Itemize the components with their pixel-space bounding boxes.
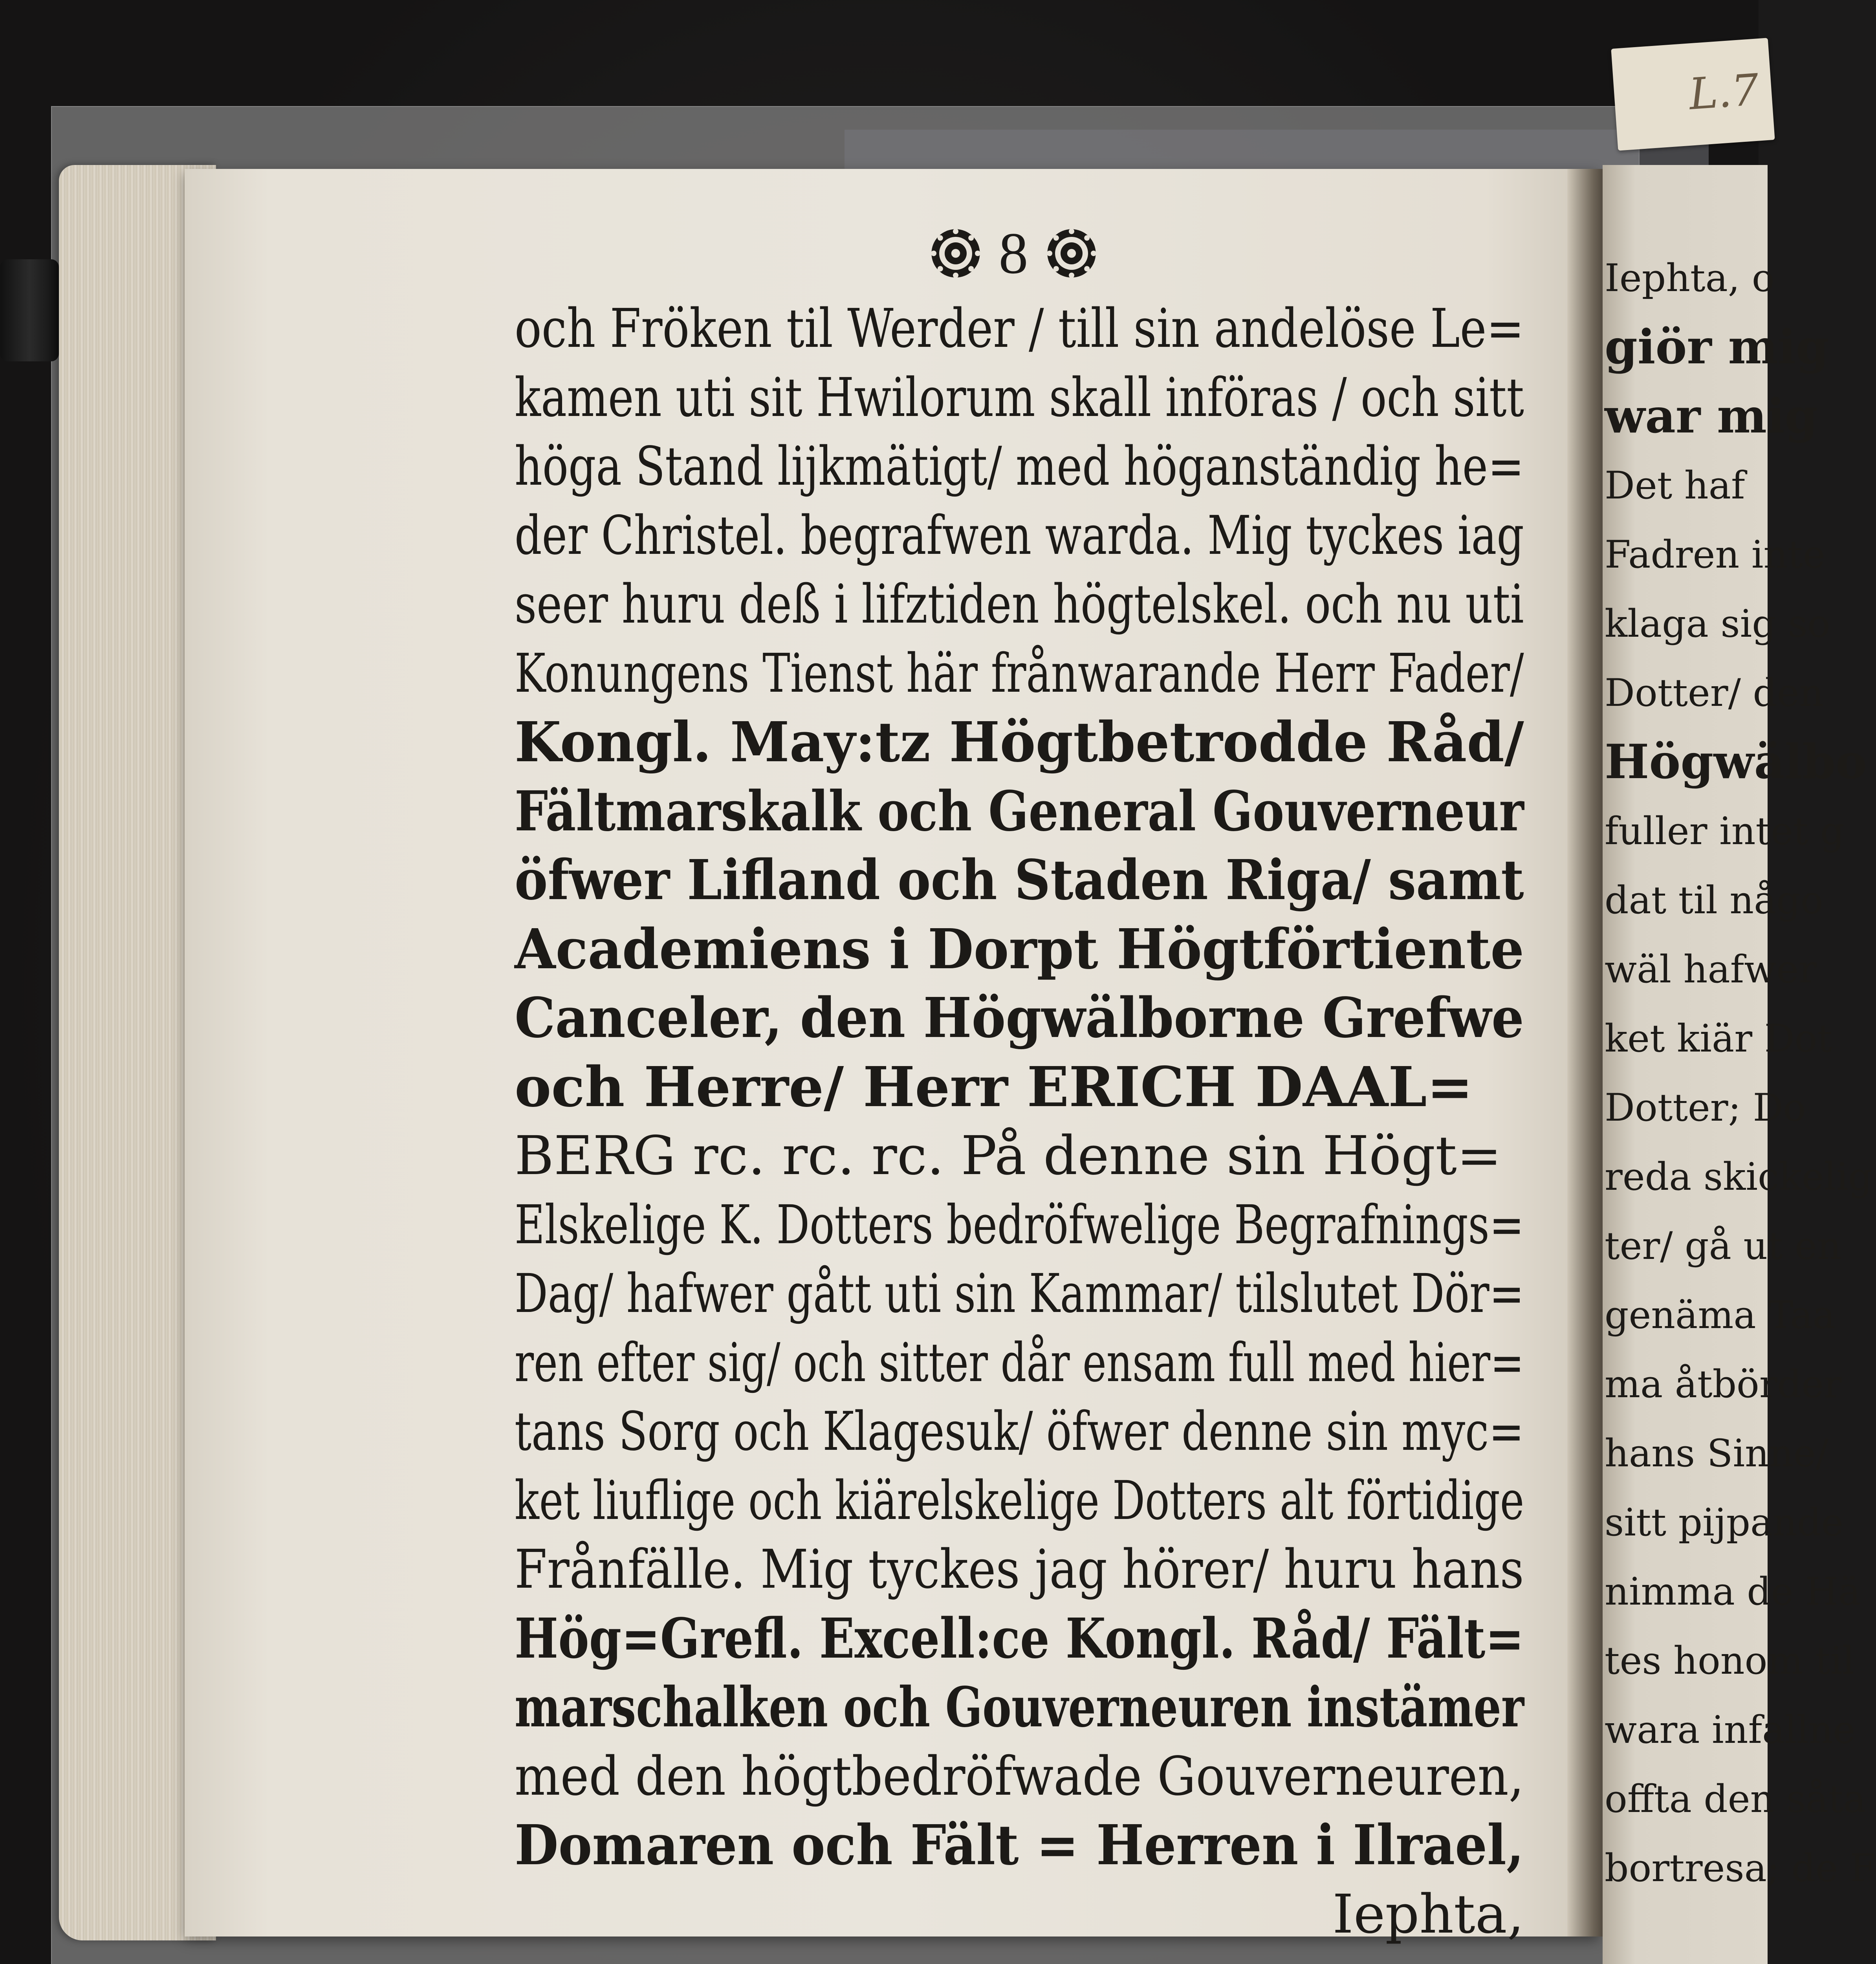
facing-line: Dotter; Do	[1605, 1086, 1806, 1130]
facing-line: hans Sinne/	[1605, 1431, 1828, 1475]
text-line: seer huru deß i lifztiden högtelskel. och nu uti	[515, 573, 1524, 636]
ornament-right-icon	[1044, 226, 1099, 281]
text-line: Fältmarskalk och General Gouverneur	[515, 779, 1524, 844]
catchword: Iephta,	[1332, 1883, 1524, 1946]
facing-line: giör mig	[1605, 319, 1829, 375]
text-line: höga Stand lijkmätigt/ med höganständig he=	[515, 436, 1524, 498]
body-text	[515, 295, 1524, 1949]
text-line: Kongl. May:tz Högtbetrodde Råd/	[515, 710, 1524, 775]
text-line: tans Sorg och Klagesuk/ öfwer denne sin myc=	[515, 1401, 1524, 1463]
ornament-left-icon	[928, 226, 983, 281]
facing-line: war mig	[1605, 388, 1818, 444]
text-line: med den högtbedröfwade Gouverneuren,	[515, 1745, 1524, 1808]
facing-line: offta den såta	[1605, 1777, 1866, 1821]
facing-line: fuller intet g	[1605, 809, 1845, 853]
text-line: kamen uti sit Hwilorum skall införas / och sitt	[515, 366, 1524, 429]
page-header	[911, 220, 1116, 287]
facing-line: dat til någo	[1605, 878, 1823, 922]
facing-line: ket kiär Dot	[1605, 1017, 1832, 1061]
facing-line: Det haf	[1605, 464, 1745, 507]
text-line: Frånfälle. Mig tyckes jag hörer/ huru hans	[515, 1539, 1524, 1601]
text-line: ren efter sig/ och sitter dår ensam full med hier=	[515, 1332, 1524, 1394]
text-line: och Herre/ Herr ERICH DAAL=	[515, 1055, 1473, 1119]
shelfmark-text: L.7	[1687, 64, 1761, 120]
text-line: och Fröken til Werder / till sin andelöse Le=	[515, 298, 1524, 360]
facing-line: Fadren inte	[1605, 533, 1825, 577]
facing-line: ma åtbörder	[1605, 1362, 1842, 1406]
facing-line: reda skickelig	[1605, 1155, 1872, 1199]
page-number: 8	[998, 221, 1028, 286]
text-line: Dag/ hafwer gått uti sin Kammar/ tilslutet Dör=	[515, 1263, 1524, 1325]
facing-line: bortresa; de F	[1605, 1846, 1876, 1890]
facing-line: wara infallne	[1605, 1708, 1856, 1752]
facing-line: Högwälbo	[1605, 734, 1867, 790]
facing-line: Dotter/ den	[1605, 671, 1824, 715]
text-line: marschalken och Gouverneuren instämer	[515, 1675, 1524, 1740]
facing-line: wäl hafwer	[1605, 947, 1817, 991]
text-line: der Christel. begrafwen warda. Mig tyckes iag	[515, 504, 1524, 567]
facing-line: klaga sig so	[1605, 602, 1830, 646]
text-line: BERG rc. rc. rc. På denne sin Högt=	[515, 1125, 1502, 1187]
facing-line: genäma Taa	[1605, 1293, 1836, 1337]
text-line: Konungens Tienst här frånwarande Herr Fader/	[515, 642, 1524, 705]
text-line: Domaren och Fält = Herren i Ilrael,	[515, 1813, 1524, 1878]
facing-line: nimma de Hä	[1605, 1570, 1861, 1614]
text-line: Hög=Grefl. Excell:ce Kongl. Råd/ Fält=	[515, 1606, 1524, 1671]
facing-line: sitt pijpande	[1605, 1500, 1844, 1544]
facing-line: ter/ gå ut en	[1605, 1224, 1841, 1268]
facing-line: tes honom til	[1605, 1639, 1854, 1683]
text-line: Elskelige K. Dotters bedröfwelige Begrafnings=	[515, 1194, 1524, 1256]
binding-cord	[0, 259, 59, 361]
text-line: öfwer Lifland och Staden Riga/ samt	[515, 848, 1524, 912]
text-line: Canceler, den Högwälborne Grefwe	[515, 986, 1524, 1050]
text-line: Academiens i Dorpt Högtförtiente	[515, 917, 1524, 982]
facing-line: Iephta, o	[1605, 256, 1775, 300]
facing-page-text	[1605, 244, 1876, 1903]
text-line: ket liuflige och kiärelskelige Dotters alt förtidige	[515, 1469, 1524, 1532]
